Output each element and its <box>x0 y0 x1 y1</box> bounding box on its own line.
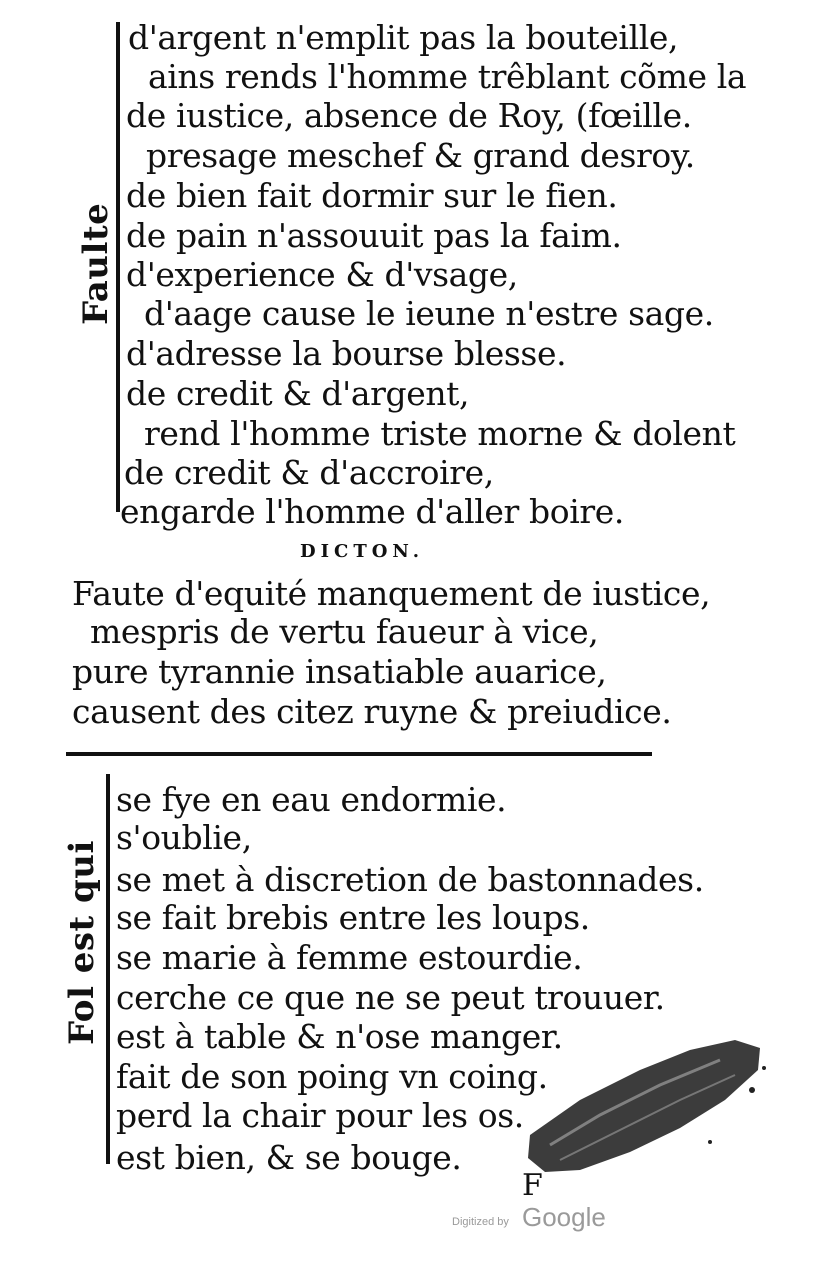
text-line: de credit & d'argent, <box>126 374 470 413</box>
text-line: se met à discretion de bastonnades. <box>116 860 704 899</box>
dicton-line: Faute d'equité manquement de iustice, <box>72 574 711 613</box>
text-line: se fait brebis entre les loups. <box>116 898 590 937</box>
side-label-faulte: Faulte <box>76 202 116 325</box>
text-line: perd la chair pour les os. <box>116 1096 524 1135</box>
text-line: engarde l'homme d'aller boire. <box>120 492 624 531</box>
signature-mark: F <box>522 1168 543 1203</box>
text-line: cerche ce que ne se peut trouuer. <box>116 978 665 1017</box>
text-line: de bien fait dormir sur le fien. <box>126 176 618 215</box>
text-line: de pain n'assouuit pas la faim. <box>126 216 622 255</box>
text-line: de iustice, absence de Roy, (fœille. <box>126 96 692 135</box>
bracket-faulte <box>116 22 120 512</box>
text-line: rend l'homme triste morne & dolent <box>144 414 736 453</box>
dicton-line: pure tyrannie insatiable auarice, <box>72 652 607 691</box>
text-line: de credit & d'accroire, <box>124 453 494 492</box>
text-line: se fye en eau endormie. <box>116 780 507 819</box>
text-line: d'argent n'emplit pas la bouteille, <box>128 18 679 57</box>
text-line: d'experience & d'vsage, <box>126 255 518 294</box>
bracket-fol-est-qui <box>106 774 110 1164</box>
dicton-line: causent des citez ruyne & preiudice. <box>72 692 672 731</box>
dicton-line: mespris de vertu faueur à vice, <box>90 612 599 651</box>
text-line: se marie à femme estourdie. <box>116 938 583 977</box>
text-line: est bien, & se bouge. <box>116 1138 462 1177</box>
google-logo: Google <box>522 1202 606 1232</box>
text-line: presage meschef & grand desroy. <box>146 136 695 175</box>
digitized-label: Digitized by <box>452 1216 509 1228</box>
dicton-heading: DICTON. <box>300 541 424 562</box>
text-line: fait de son poing vn coing. <box>116 1057 548 1096</box>
text-line: ains rends l'homme trêblant cõme la <box>148 57 747 96</box>
section-divider <box>66 752 652 756</box>
side-label-fol-est-qui: Fol est qui <box>62 840 102 1045</box>
text-line: d'adresse la bourse blesse. <box>126 334 567 373</box>
text-line: s'oublie, <box>116 818 252 857</box>
ink-stain <box>520 1030 770 1180</box>
text-line: est à table & n'ose manger. <box>116 1017 563 1056</box>
text-line: d'aage cause le ieune n'estre sage. <box>144 294 714 333</box>
